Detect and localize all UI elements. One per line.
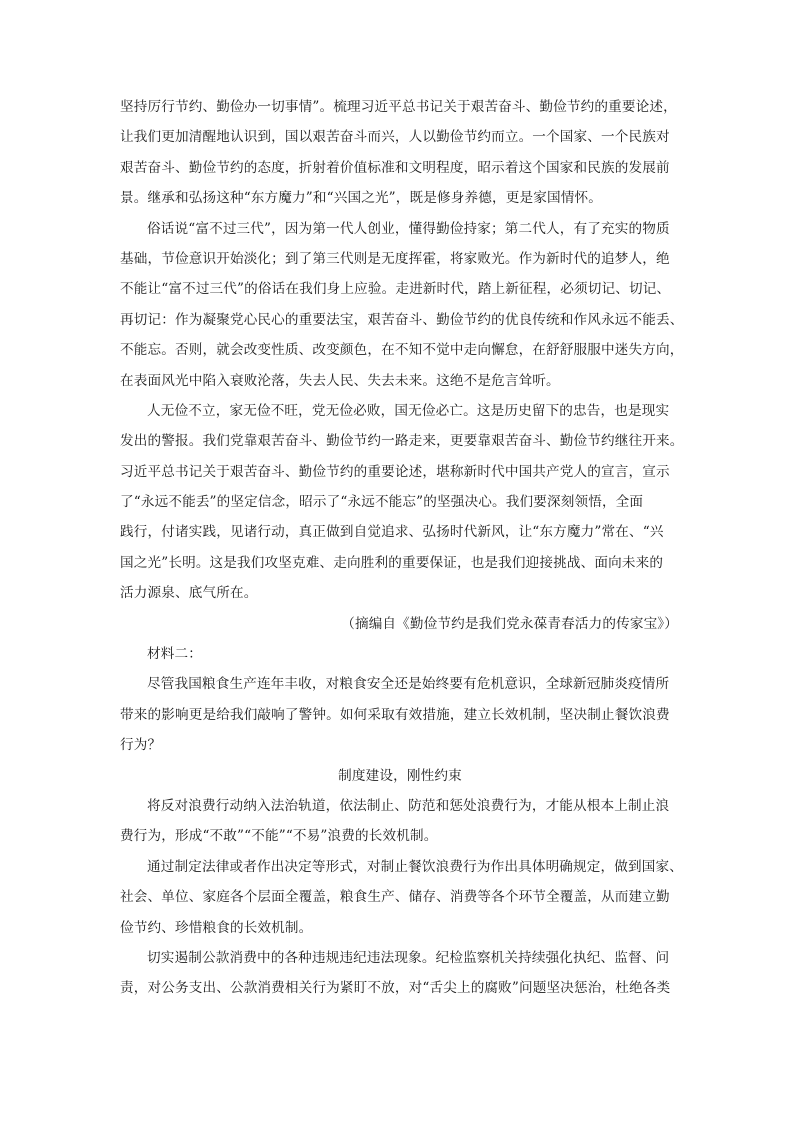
text-line: 让我们更加清醒地认识到，国以艰苦奋斗而兴，人以勤俭节约而立。一个国家、一个民族对 [120, 129, 670, 146]
text-line: 切实遏制公款消费中的各种违规违纪违法现象。纪检监察机关持续强化执纪、监督、问 [147, 949, 670, 966]
text-line: 费行为，形成“不敢”“不能”“不易”浪费的长效机制。 [120, 828, 438, 845]
paragraph-6 [120, 852, 684, 943]
paragraph-1 [120, 92, 680, 214]
text-line: 行为？ [120, 737, 162, 754]
text-line: 国之光”长明。这是我们攻坚克难、走向胜利的重要保证，也是我们迎接挑战、面向未来的 [120, 554, 664, 571]
document-page [120, 92, 684, 1004]
source-citation: （摘编自《勤俭节约是我们党永葆青春活力的传家宝》） [341, 615, 678, 632]
paragraph-2 [120, 214, 684, 396]
text-line: 带来的影响更是给我们敲响了警钟。如何采取有效措施，建立长效机制，坚决制止餐饮浪费 [120, 706, 670, 723]
paragraph-4 [120, 669, 680, 760]
text-line: 坚持厉行节约、勤俭办一切事情”。梳理习近平总书记关于艰苦奋斗、勤俭节约的重要论述， [120, 99, 677, 115]
text-line: 在表面风光中陷入衰败沦落，失去人民、失去未来。这绝不是危言耸听。 [120, 372, 560, 389]
text-line: 社会、单位、家庭各个层面全覆盖，粮食生产、储存、消费等各个环节全覆盖，从而建立勤 [120, 889, 670, 906]
text-line: 了“永远不能丢”的坚定信念，昭示了“永远不能忘”的坚强决心。我们要深刻领悟，全面 [120, 494, 644, 511]
text-line: 践行，付诸实践，见诸行动，真正做到自觉追求、弘扬时代新风，让“东方魔力”常在、“兴 [120, 524, 664, 541]
text-line: 责，对公务支出、公款消费相关行为紧盯不放，对“舌尖上的腐败”问题坚决惩治，杜绝各类 [120, 980, 671, 997]
text-line: 基础，节俭意识开始淡化；到了第三代则是无度挥霍，将家败光。作为新时代的追梦人，绝 [120, 250, 670, 267]
text-line: 将反对浪费行动纳入法治轨道，依法制止、防范和惩处浪费行为，才能从根本上制止浪 [147, 797, 670, 814]
section-heading: 制度建设，刚性约束 [338, 767, 462, 784]
material-two-label: 材料二： [147, 646, 202, 663]
text-line: 发出的警报。我们党靠艰苦奋斗、勤俭节约一路走来，更要靠艰苦奋斗、勤俭节约继往开来。 [120, 433, 684, 450]
text-line: 通过制定法律或者作出决定等形式，对制止餐饮浪费行为作出具体明确规定，做到国家、 [147, 858, 684, 875]
text-line: 景。继承和弘扬这种“东方魔力”和“兴国之光”，既是修身养德，更是家国情怀。 [120, 190, 602, 207]
text-line: 不能让“富不过三代”的俗话在我们身上应验。走进新时代，踏上新征程，必须切记、切记、 [120, 281, 671, 298]
paragraph-7 [120, 943, 680, 1004]
paragraph-3 [120, 396, 684, 609]
text-line: 再切记：作为凝聚党心民心的重要法宝，艰苦奋斗、勤俭节约的优良传统和作风永远不能丢、 [120, 311, 684, 328]
text-line: 艰苦奋斗、勤俭节约的态度，折射着价值标准和文明程度，昭示着这个国家和民族的发展前 [120, 159, 670, 176]
text-line: 尽管我国粮食生产连年丰收，对粮食安全还是始终要有危机意识，全球新冠肺炎疫情所 [147, 676, 670, 693]
paragraph-5 [120, 791, 680, 852]
text-line: 活力源泉、底气所在。 [120, 585, 258, 602]
text-line: 人无俭不立，家无俭不旺，党无俭必败，国无俭必亡。这是历史留下的忠告，也是现实 [147, 402, 670, 419]
text-line: 不能忘。否则，就会改变性质、改变颜色，在不知不觉中走向懈怠，在舒舒服服中迷失方向， [120, 342, 684, 359]
text-line: 俭节约、珍惜粮食的长效机制。 [120, 919, 313, 936]
text-line: 习近平总书记关于艰苦奋斗、勤俭节约的重要论述，堪称新时代中国共产党人的宣言，宣示 [120, 463, 670, 480]
text-line: 俗话说“富不过三代”，因为第一代人创业，懂得勤俭持家；第二代人，有了充实的物质 [147, 220, 670, 237]
